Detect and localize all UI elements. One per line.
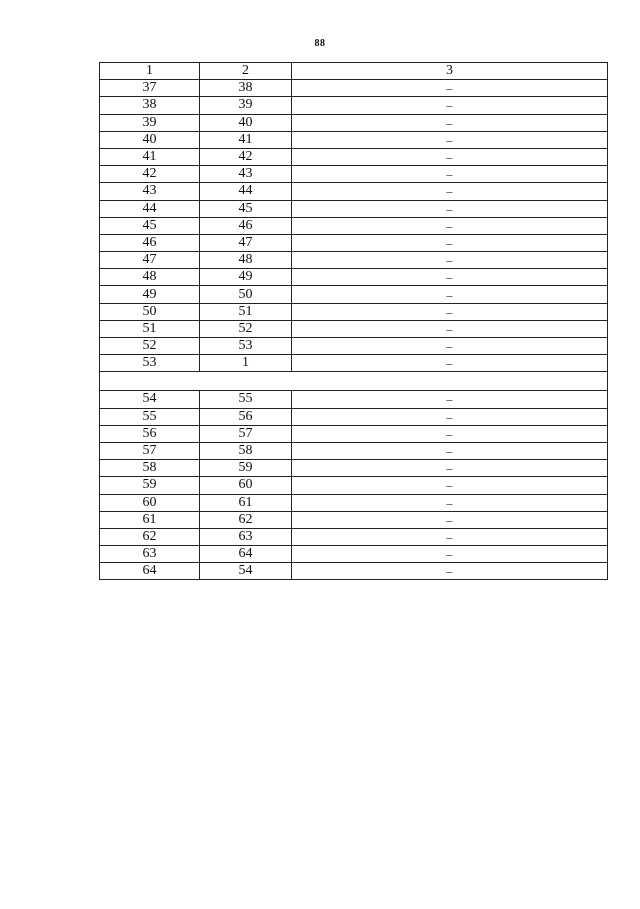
table-cell: 1: [200, 355, 292, 372]
table-cell: 55: [100, 408, 200, 425]
table-cell: –: [292, 391, 608, 408]
table-row: [100, 563, 608, 580]
section-break-cell: [100, 372, 608, 391]
table-cell: 52: [200, 320, 292, 337]
table-cell: 40: [100, 131, 200, 148]
header-row: [100, 63, 608, 80]
table-row: [100, 391, 608, 408]
table-row: [100, 303, 608, 320]
table-cell: 49: [100, 286, 200, 303]
page-number: 88: [314, 38, 326, 49]
table-cell: –: [292, 320, 608, 337]
table-cell: –: [292, 355, 608, 372]
table-cell: –: [292, 166, 608, 183]
table-row: [100, 286, 608, 303]
table-row: [100, 338, 608, 355]
table-row: [100, 460, 608, 477]
table-cell: 64: [200, 546, 292, 563]
table-cell: 39: [100, 114, 200, 131]
table-cell: –: [292, 252, 608, 269]
table-cell: 63: [100, 546, 200, 563]
table-cell: 41: [200, 131, 292, 148]
table-cell: 46: [200, 217, 292, 234]
table-cell: 37: [100, 80, 200, 97]
table-cell: 51: [200, 303, 292, 320]
table-cell: –: [292, 269, 608, 286]
table-cell: 52: [100, 338, 200, 355]
table-cell: 48: [200, 252, 292, 269]
table-row: [100, 494, 608, 511]
table-cell: 43: [200, 166, 292, 183]
table-cell: 44: [100, 200, 200, 217]
table-cell: 59: [100, 477, 200, 494]
table-cell: –: [292, 338, 608, 355]
table-cell: –: [292, 563, 608, 580]
table-cell: 42: [200, 148, 292, 165]
table-cell: –: [292, 494, 608, 511]
table-cell: 58: [100, 460, 200, 477]
table-cell: –: [292, 303, 608, 320]
table-cell: 47: [100, 252, 200, 269]
data-table: [99, 62, 608, 580]
table-cell: 42: [100, 166, 200, 183]
table-cell: 51: [100, 320, 200, 337]
table-cell: 56: [200, 408, 292, 425]
table-cell: –: [292, 97, 608, 114]
table-cell: –: [292, 183, 608, 200]
table-cell: 64: [100, 563, 200, 580]
table-cell: –: [292, 511, 608, 528]
table-cell: 54: [200, 563, 292, 580]
table-cell: –: [292, 477, 608, 494]
table-cell: 48: [100, 269, 200, 286]
table-row: [100, 320, 608, 337]
table-row: [100, 511, 608, 528]
table-cell: 57: [200, 425, 292, 442]
table-cell: 59: [200, 460, 292, 477]
table-cell: 40: [200, 114, 292, 131]
table-cell: 63: [200, 528, 292, 545]
table-row: [100, 114, 608, 131]
table-row: [100, 442, 608, 459]
table-cell: 43: [100, 183, 200, 200]
table-row: [100, 166, 608, 183]
table-cell: –: [292, 131, 608, 148]
table-cell: 53: [100, 355, 200, 372]
table-cell: 47: [200, 234, 292, 251]
table-cell: 45: [200, 200, 292, 217]
table-row: [100, 528, 608, 545]
table-cell: –: [292, 80, 608, 97]
table-cell: –: [292, 148, 608, 165]
table-row: [100, 183, 608, 200]
table-cell: 61: [100, 511, 200, 528]
table-cell: 62: [200, 511, 292, 528]
table-cell: 44: [200, 183, 292, 200]
table-cell: 53: [200, 338, 292, 355]
table-cell: 60: [200, 477, 292, 494]
table-row: [100, 148, 608, 165]
table-cell: –: [292, 217, 608, 234]
table-cell: –: [292, 528, 608, 545]
table-cell: 46: [100, 234, 200, 251]
table-cell: 61: [200, 494, 292, 511]
table-cell: –: [292, 546, 608, 563]
table-cell: 58: [200, 442, 292, 459]
table-cell: 38: [200, 80, 292, 97]
table-row: [100, 234, 608, 251]
table-cell: –: [292, 286, 608, 303]
table-cell: 62: [100, 528, 200, 545]
table-cell: 38: [100, 97, 200, 114]
table-cell: –: [292, 408, 608, 425]
table-row: [100, 269, 608, 286]
table-row: [100, 477, 608, 494]
table-body: [100, 63, 608, 580]
table-cell: 56: [100, 425, 200, 442]
table-cell: –: [292, 114, 608, 131]
table-cell: –: [292, 200, 608, 217]
table-cell: 55: [200, 391, 292, 408]
table-cell: 54: [100, 391, 200, 408]
column-header: 2: [200, 63, 292, 80]
table-row: [100, 425, 608, 442]
table-cell: 50: [100, 303, 200, 320]
table-cell: –: [292, 442, 608, 459]
table-row: [100, 200, 608, 217]
table-cell: –: [292, 425, 608, 442]
table-cell: –: [292, 460, 608, 477]
column-header: 3: [292, 63, 608, 80]
table-cell: 50: [200, 286, 292, 303]
table-cell: 49: [200, 269, 292, 286]
table-cell: 39: [200, 97, 292, 114]
table-row: [100, 217, 608, 234]
table-row: [100, 252, 608, 269]
table-cell: –: [292, 234, 608, 251]
table-row: [100, 131, 608, 148]
column-header: 1: [100, 63, 200, 80]
table-row: [100, 408, 608, 425]
table-row: [100, 355, 608, 372]
table-row: [100, 97, 608, 114]
table-row: [100, 546, 608, 563]
table-row: [100, 80, 608, 97]
table-cell: 57: [100, 442, 200, 459]
table-cell: 60: [100, 494, 200, 511]
table-cell: 45: [100, 217, 200, 234]
table-cell: 41: [100, 148, 200, 165]
section-break-row: [100, 372, 608, 391]
